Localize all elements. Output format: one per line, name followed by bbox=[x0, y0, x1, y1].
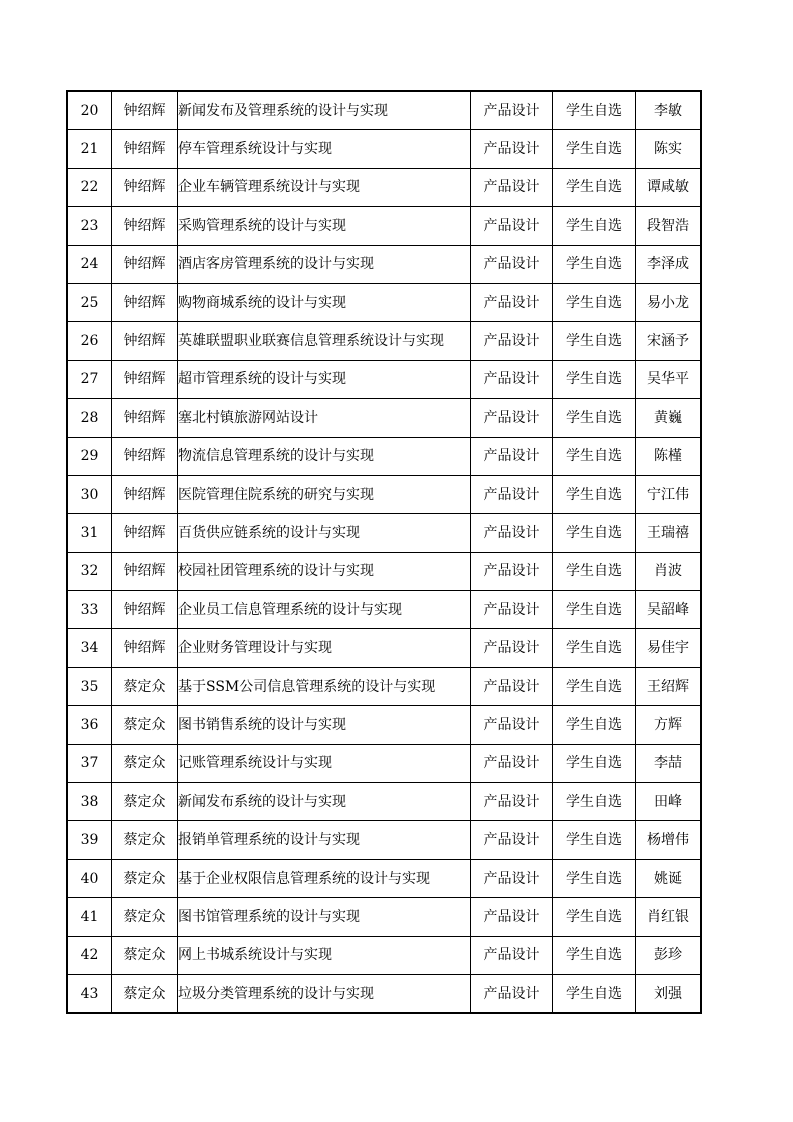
topic-type-cell: 产品设计 bbox=[471, 706, 553, 744]
table-row bbox=[67, 283, 701, 321]
advisor-cell: 钟绍辉 bbox=[112, 283, 178, 321]
topic-title-cell: 物流信息管理系统的设计与实现 bbox=[178, 437, 471, 475]
table-row bbox=[67, 706, 701, 744]
table-row bbox=[67, 552, 701, 590]
topic-type-cell: 产品设计 bbox=[471, 514, 553, 552]
topic-type-cell: 产品设计 bbox=[471, 245, 553, 283]
row-number-cell: 32 bbox=[67, 552, 112, 590]
topic-source-cell: 学生自选 bbox=[553, 936, 636, 974]
row-number-cell: 37 bbox=[67, 744, 112, 782]
topic-title-cell: 图书销售系统的设计与实现 bbox=[178, 706, 471, 744]
topic-type-cell: 产品设计 bbox=[471, 591, 553, 629]
advisor-cell: 蔡定众 bbox=[112, 706, 178, 744]
row-number-cell: 20 bbox=[67, 91, 112, 130]
row-number-cell: 23 bbox=[67, 207, 112, 245]
table-row bbox=[67, 591, 701, 629]
topic-title-cell: 停车管理系统设计与实现 bbox=[178, 130, 471, 168]
topic-source-cell: 学生自选 bbox=[553, 514, 636, 552]
table-row bbox=[67, 437, 701, 475]
row-number-cell: 40 bbox=[67, 859, 112, 897]
table-row bbox=[67, 821, 701, 859]
advisor-cell: 钟绍辉 bbox=[112, 437, 178, 475]
topic-title-cell: 记账管理系统设计与实现 bbox=[178, 744, 471, 782]
topic-type-cell: 产品设计 bbox=[471, 399, 553, 437]
student-cell: 李敏 bbox=[636, 91, 702, 130]
advisor-cell: 钟绍辉 bbox=[112, 629, 178, 667]
advisor-cell: 钟绍辉 bbox=[112, 207, 178, 245]
row-number-cell: 30 bbox=[67, 475, 112, 513]
topic-source-cell: 学生自选 bbox=[553, 783, 636, 821]
advisor-cell: 蔡定众 bbox=[112, 744, 178, 782]
topic-title-cell: 新闻发布系统的设计与实现 bbox=[178, 783, 471, 821]
topic-source-cell: 学生自选 bbox=[553, 168, 636, 206]
student-cell: 陈槿 bbox=[636, 437, 702, 475]
topic-source-cell: 学生自选 bbox=[553, 399, 636, 437]
topic-type-cell: 产品设计 bbox=[471, 629, 553, 667]
student-cell: 彭珍 bbox=[636, 936, 702, 974]
table-row bbox=[67, 207, 701, 245]
topic-source-cell: 学生自选 bbox=[553, 475, 636, 513]
row-number-cell: 36 bbox=[67, 706, 112, 744]
thesis-topic-table bbox=[66, 90, 702, 1014]
topic-source-cell: 学生自选 bbox=[553, 437, 636, 475]
row-number-cell: 22 bbox=[67, 168, 112, 206]
table-row bbox=[67, 974, 701, 1013]
topic-title-cell: 英雄联盟职业联赛信息管理系统设计与实现 bbox=[178, 322, 471, 360]
topic-title-cell: 塞北村镇旅游网站设计 bbox=[178, 399, 471, 437]
advisor-cell: 钟绍辉 bbox=[112, 360, 178, 398]
table-row bbox=[67, 168, 701, 206]
topic-type-cell: 产品设计 bbox=[471, 130, 553, 168]
topic-title-cell: 企业员工信息管理系统的设计与实现 bbox=[178, 591, 471, 629]
advisor-cell: 钟绍辉 bbox=[112, 514, 178, 552]
topic-title-cell: 新闻发布及管理系统的设计与实现 bbox=[178, 91, 471, 130]
topic-title-cell: 酒店客房管理系统的设计与实现 bbox=[178, 245, 471, 283]
table-row bbox=[67, 667, 701, 705]
topic-title-cell: 企业财务管理设计与实现 bbox=[178, 629, 471, 667]
topic-type-cell: 产品设计 bbox=[471, 936, 553, 974]
student-cell: 肖波 bbox=[636, 552, 702, 590]
advisor-cell: 蔡定众 bbox=[112, 936, 178, 974]
row-number-cell: 34 bbox=[67, 629, 112, 667]
row-number-cell: 43 bbox=[67, 974, 112, 1013]
row-number-cell: 24 bbox=[67, 245, 112, 283]
topic-type-cell: 产品设计 bbox=[471, 744, 553, 782]
advisor-cell: 钟绍辉 bbox=[112, 399, 178, 437]
row-number-cell: 26 bbox=[67, 322, 112, 360]
student-cell: 王瑞禧 bbox=[636, 514, 702, 552]
student-cell: 方辉 bbox=[636, 706, 702, 744]
advisor-cell: 钟绍辉 bbox=[112, 322, 178, 360]
advisor-cell: 钟绍辉 bbox=[112, 168, 178, 206]
row-number-cell: 21 bbox=[67, 130, 112, 168]
topic-title-cell: 基于企业权限信息管理系统的设计与实现 bbox=[178, 859, 471, 897]
row-number-cell: 31 bbox=[67, 514, 112, 552]
row-number-cell: 41 bbox=[67, 898, 112, 936]
row-number-cell: 28 bbox=[67, 399, 112, 437]
student-cell: 段智浩 bbox=[636, 207, 702, 245]
topic-type-cell: 产品设计 bbox=[471, 322, 553, 360]
table-row bbox=[67, 130, 701, 168]
topic-type-cell: 产品设计 bbox=[471, 667, 553, 705]
student-cell: 王绍辉 bbox=[636, 667, 702, 705]
topic-title-cell: 报销单管理系统的设计与实现 bbox=[178, 821, 471, 859]
row-number-cell: 38 bbox=[67, 783, 112, 821]
topic-source-cell: 学生自选 bbox=[553, 859, 636, 897]
row-number-cell: 35 bbox=[67, 667, 112, 705]
topic-title-cell: 超市管理系统的设计与实现 bbox=[178, 360, 471, 398]
student-cell: 田峰 bbox=[636, 783, 702, 821]
table-row bbox=[67, 936, 701, 974]
student-cell: 李泽成 bbox=[636, 245, 702, 283]
row-number-cell: 42 bbox=[67, 936, 112, 974]
topic-title-cell: 校园社团管理系统的设计与实现 bbox=[178, 552, 471, 590]
topic-source-cell: 学生自选 bbox=[553, 667, 636, 705]
topic-type-cell: 产品设计 bbox=[471, 91, 553, 130]
topic-title-cell: 网上书城系统设计与实现 bbox=[178, 936, 471, 974]
topic-type-cell: 产品设计 bbox=[471, 821, 553, 859]
table-row bbox=[67, 245, 701, 283]
topic-type-cell: 产品设计 bbox=[471, 475, 553, 513]
student-cell: 宁江伟 bbox=[636, 475, 702, 513]
topic-source-cell: 学生自选 bbox=[553, 130, 636, 168]
row-number-cell: 27 bbox=[67, 360, 112, 398]
topic-source-cell: 学生自选 bbox=[553, 974, 636, 1013]
topic-source-cell: 学生自选 bbox=[553, 898, 636, 936]
topic-title-cell: 采购管理系统的设计与实现 bbox=[178, 207, 471, 245]
table-row bbox=[67, 399, 701, 437]
advisor-cell: 蔡定众 bbox=[112, 898, 178, 936]
topic-source-cell: 学生自选 bbox=[553, 91, 636, 130]
topic-source-cell: 学生自选 bbox=[553, 283, 636, 321]
student-cell: 姚诞 bbox=[636, 859, 702, 897]
table-row bbox=[67, 859, 701, 897]
student-cell: 刘强 bbox=[636, 974, 702, 1013]
advisor-cell: 钟绍辉 bbox=[112, 130, 178, 168]
table-row bbox=[67, 629, 701, 667]
table-row bbox=[67, 783, 701, 821]
topic-type-cell: 产品设计 bbox=[471, 898, 553, 936]
student-cell: 陈实 bbox=[636, 130, 702, 168]
topic-source-cell: 学生自选 bbox=[553, 629, 636, 667]
topic-type-cell: 产品设计 bbox=[471, 974, 553, 1013]
table-row bbox=[67, 744, 701, 782]
student-cell: 吴华平 bbox=[636, 360, 702, 398]
topic-title-cell: 基于SSM公司信息管理系统的设计与实现 bbox=[178, 667, 471, 705]
row-number-cell: 29 bbox=[67, 437, 112, 475]
topic-source-cell: 学生自选 bbox=[553, 591, 636, 629]
student-cell: 易佳宇 bbox=[636, 629, 702, 667]
topic-title-cell: 医院管理住院系统的研究与实现 bbox=[178, 475, 471, 513]
topic-source-cell: 学生自选 bbox=[553, 821, 636, 859]
topic-source-cell: 学生自选 bbox=[553, 552, 636, 590]
topic-source-cell: 学生自选 bbox=[553, 360, 636, 398]
student-cell: 宋涵予 bbox=[636, 322, 702, 360]
topic-type-cell: 产品设计 bbox=[471, 437, 553, 475]
topic-type-cell: 产品设计 bbox=[471, 360, 553, 398]
advisor-cell: 蔡定众 bbox=[112, 667, 178, 705]
topic-type-cell: 产品设计 bbox=[471, 859, 553, 897]
topic-type-cell: 产品设计 bbox=[471, 207, 553, 245]
advisor-cell: 钟绍辉 bbox=[112, 245, 178, 283]
student-cell: 吴韶峰 bbox=[636, 591, 702, 629]
topic-title-cell: 企业车辆管理系统设计与实现 bbox=[178, 168, 471, 206]
advisor-cell: 蔡定众 bbox=[112, 783, 178, 821]
advisor-cell: 钟绍辉 bbox=[112, 91, 178, 130]
topic-title-cell: 购物商城系统的设计与实现 bbox=[178, 283, 471, 321]
advisor-cell: 钟绍辉 bbox=[112, 552, 178, 590]
row-number-cell: 25 bbox=[67, 283, 112, 321]
topic-title-cell: 垃圾分类管理系统的设计与实现 bbox=[178, 974, 471, 1013]
table-row bbox=[67, 514, 701, 552]
topic-type-cell: 产品设计 bbox=[471, 168, 553, 206]
table-row bbox=[67, 898, 701, 936]
topic-source-cell: 学生自选 bbox=[553, 207, 636, 245]
table-body bbox=[67, 91, 701, 1013]
topic-type-cell: 产品设计 bbox=[471, 552, 553, 590]
topic-source-cell: 学生自选 bbox=[553, 744, 636, 782]
table-row bbox=[67, 91, 701, 130]
topic-source-cell: 学生自选 bbox=[553, 706, 636, 744]
student-cell: 谭咸敏 bbox=[636, 168, 702, 206]
table-row bbox=[67, 322, 701, 360]
advisor-cell: 钟绍辉 bbox=[112, 475, 178, 513]
topic-title-cell: 百货供应链系统的设计与实现 bbox=[178, 514, 471, 552]
advisor-cell: 蔡定众 bbox=[112, 821, 178, 859]
student-cell: 黄巍 bbox=[636, 399, 702, 437]
student-cell: 肖红银 bbox=[636, 898, 702, 936]
student-cell: 杨增伟 bbox=[636, 821, 702, 859]
advisor-cell: 钟绍辉 bbox=[112, 591, 178, 629]
table-row bbox=[67, 475, 701, 513]
row-number-cell: 33 bbox=[67, 591, 112, 629]
student-cell: 易小龙 bbox=[636, 283, 702, 321]
topic-type-cell: 产品设计 bbox=[471, 283, 553, 321]
advisor-cell: 蔡定众 bbox=[112, 974, 178, 1013]
advisor-cell: 蔡定众 bbox=[112, 859, 178, 897]
topic-title-cell: 图书馆管理系统的设计与实现 bbox=[178, 898, 471, 936]
topic-source-cell: 学生自选 bbox=[553, 245, 636, 283]
topic-type-cell: 产品设计 bbox=[471, 783, 553, 821]
row-number-cell: 39 bbox=[67, 821, 112, 859]
topic-source-cell: 学生自选 bbox=[553, 322, 636, 360]
table-row bbox=[67, 360, 701, 398]
student-cell: 李喆 bbox=[636, 744, 702, 782]
